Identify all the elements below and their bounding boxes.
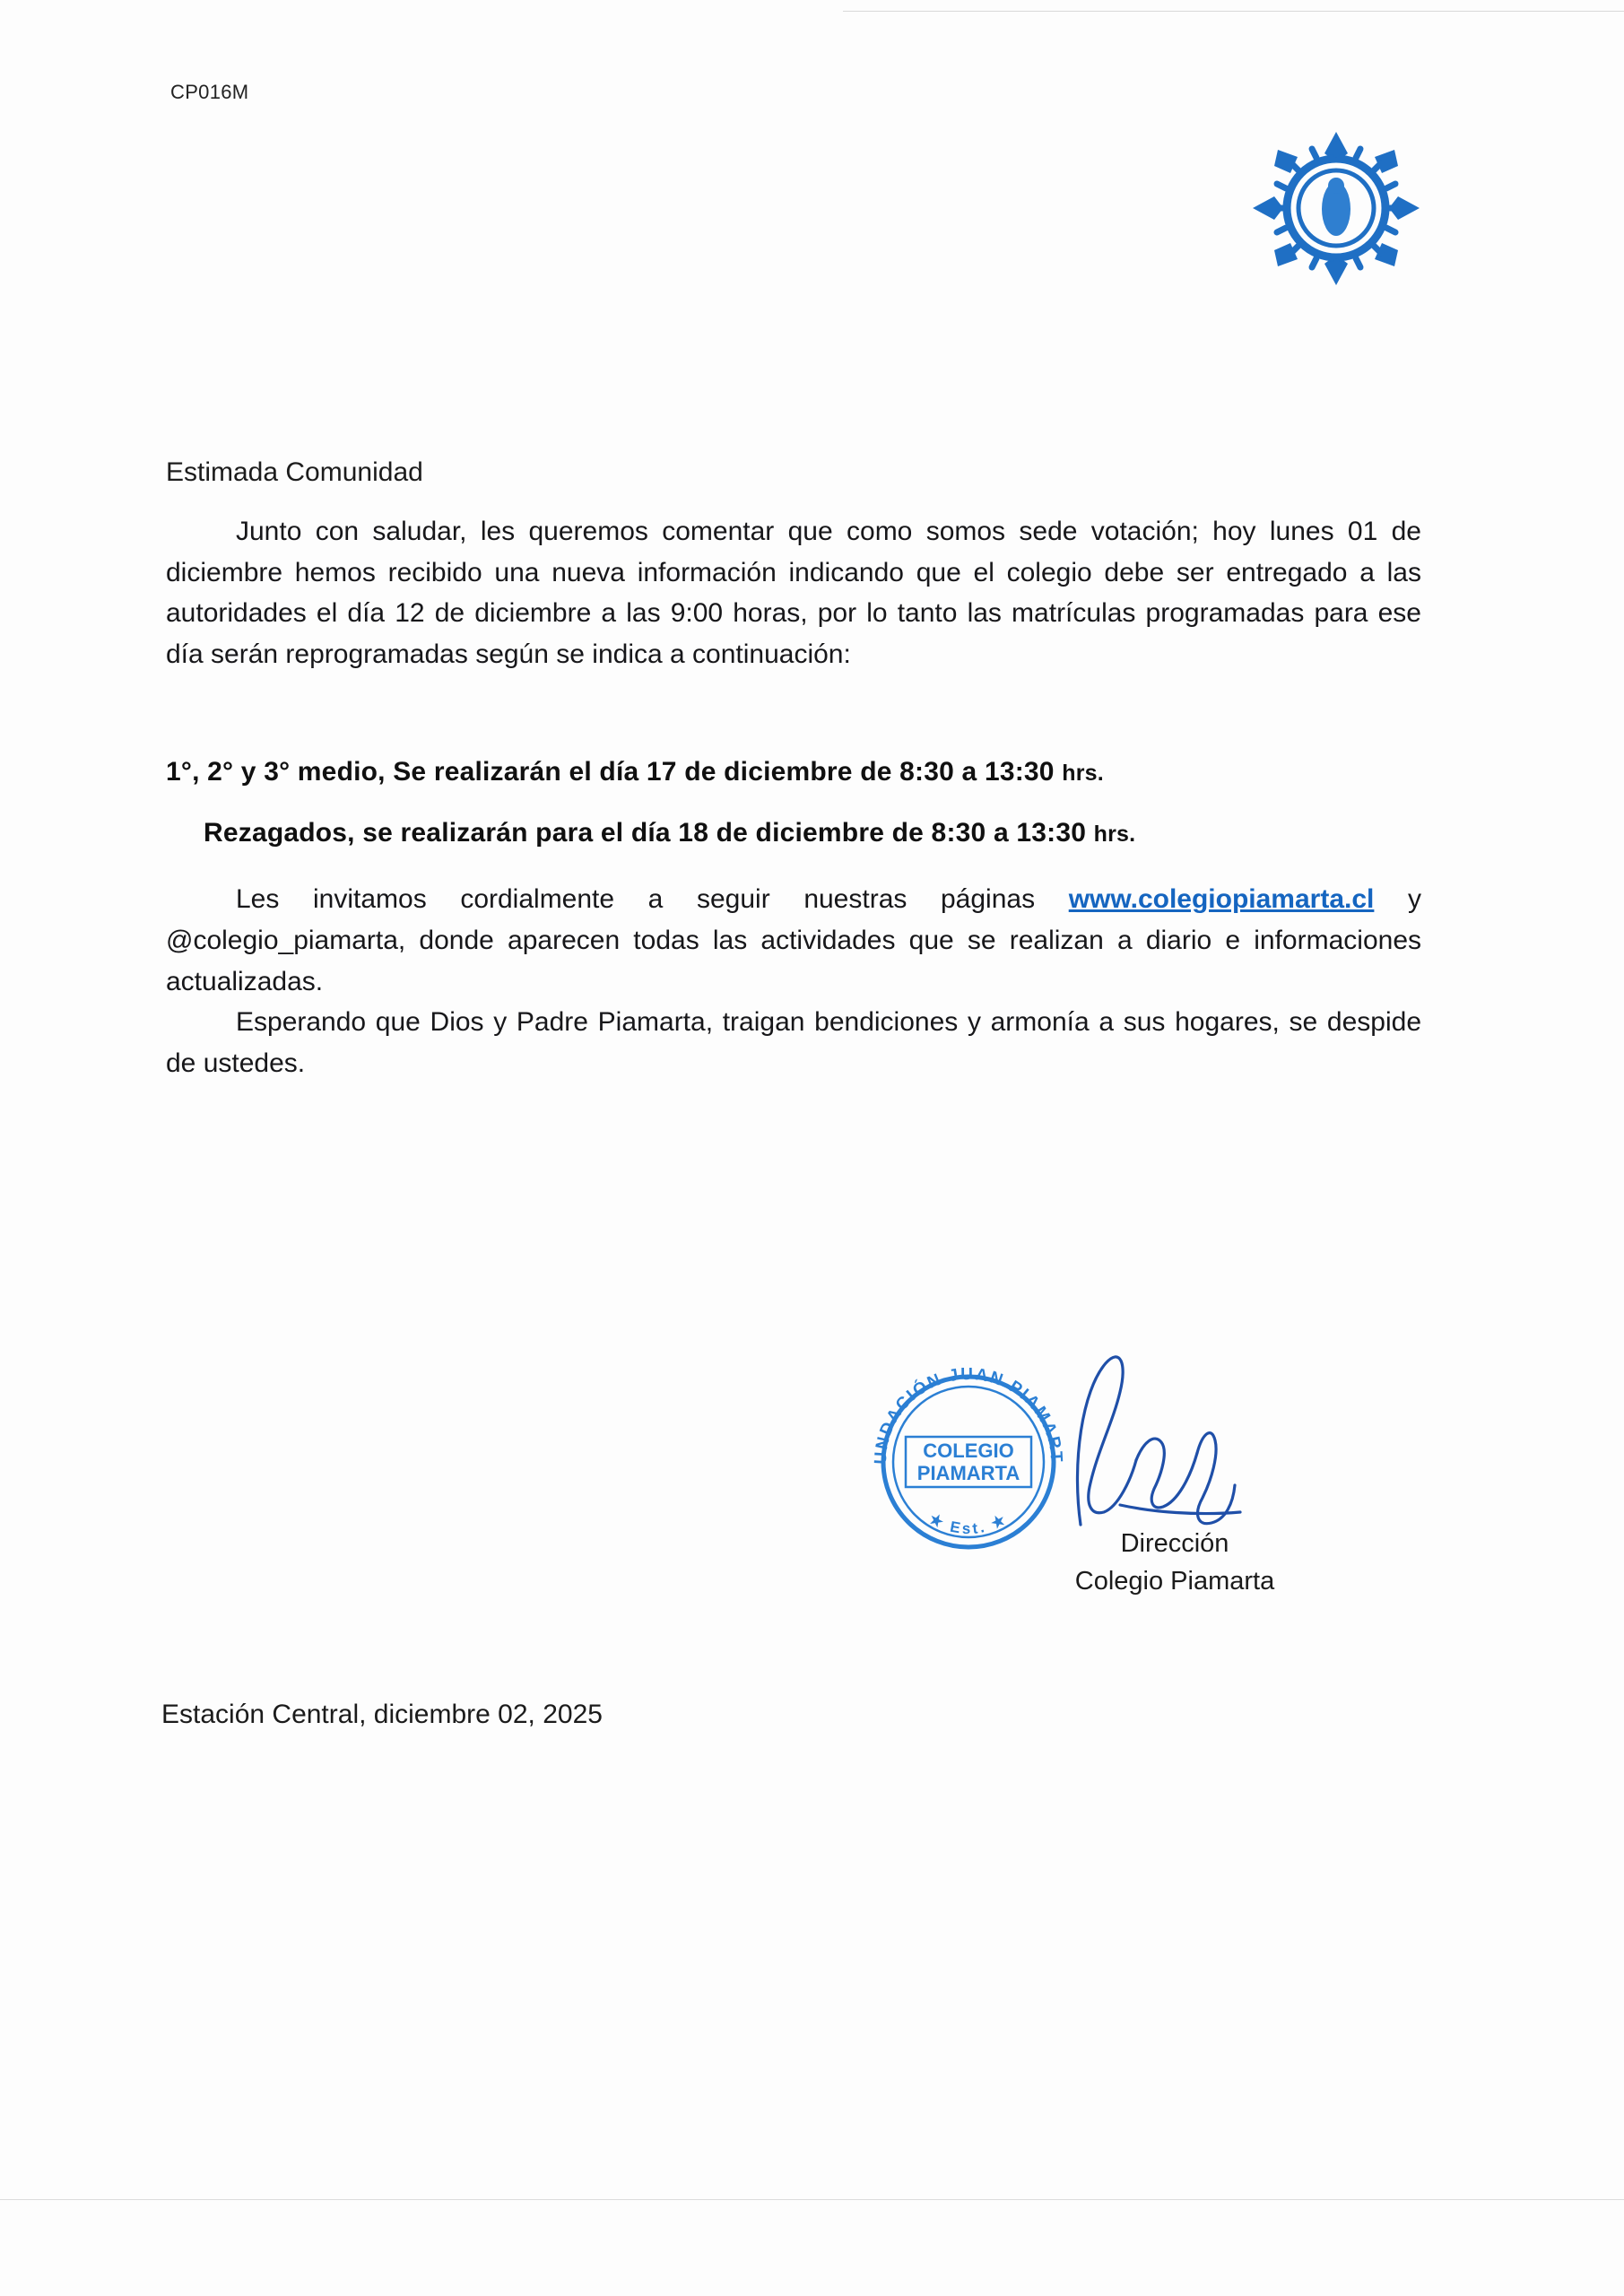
svg-text:★ Est. ★: ★ Est. ★ xyxy=(926,1509,1011,1538)
greeting-line: Estimada Comunidad xyxy=(166,457,423,487)
document-code: CP016M xyxy=(170,81,249,103)
signature-role: Dirección xyxy=(1120,1529,1229,1558)
highlight-line-2-text: Rezagados, se realizarán para el día 18 de diciembre de 8:30 a 13:30 xyxy=(204,818,1087,848)
signature-area xyxy=(861,1345,1363,1614)
invitation-prefix: Les invitamos cordialmente a seguir nuestras páginas xyxy=(236,884,1036,915)
paragraph-invitation xyxy=(166,879,1421,1002)
svg-text:PIAMARTA: PIAMARTA xyxy=(916,1462,1020,1484)
highlight-line-1-suffix: hrs. xyxy=(1062,761,1104,787)
invitation-suffix: y @colegio_piamarta, donde aparecen todas las actividades que se realizan a diario e informaciones actualizadas. xyxy=(166,884,1421,996)
highlight-line-1-text: 1°, 2° y 3° medio, Se realizarán el día 17 de diciembre de 8:30 a 13:30 xyxy=(166,757,1055,787)
svg-text:COLEGIO: COLEGIO xyxy=(923,1439,1014,1462)
highlight-line-2-suffix: hrs. xyxy=(1093,822,1136,848)
highlight-block xyxy=(166,757,1421,848)
website-link[interactable]: www.colegiopiamarta.cl xyxy=(1068,884,1375,915)
paragraph-1: Junto con saludar, les queremos comentar que como somos sede votación; hoy lunes 01 de diciembre hemos recibido una nueva información indicando que el colegio debe ser entregado a las autoridades el día 12 de diciembre a las 9:00 horas, por lo tanto las matrículas programadas para ese día serán reprogramadas según se indica a continuación: xyxy=(166,517,1421,669)
svg-text:FUNDACIÓN JUAN PIAMARTA: UNDACIÓN JUAN PIAMART xyxy=(871,1364,1066,1465)
signature-institution: Colegio Piamarta xyxy=(1074,1567,1275,1596)
scan-edge-top xyxy=(843,11,1624,12)
paragraph-closing: Esperando que Dios y Padre Piamarta, traigan bendiciones y armonía a sus hogares, se despide de ustedes. xyxy=(166,1007,1421,1078)
place-and-date: Estación Central, diciembre 02, 2025 xyxy=(161,1700,603,1729)
letter-body xyxy=(166,457,1421,1083)
signature-label xyxy=(1040,1525,1309,1600)
highlight-line-2 xyxy=(204,818,1421,848)
highlight-line-1 xyxy=(166,757,1421,787)
scan-edge-bottom xyxy=(0,2199,1624,2200)
institution-logo-icon xyxy=(1251,130,1421,287)
